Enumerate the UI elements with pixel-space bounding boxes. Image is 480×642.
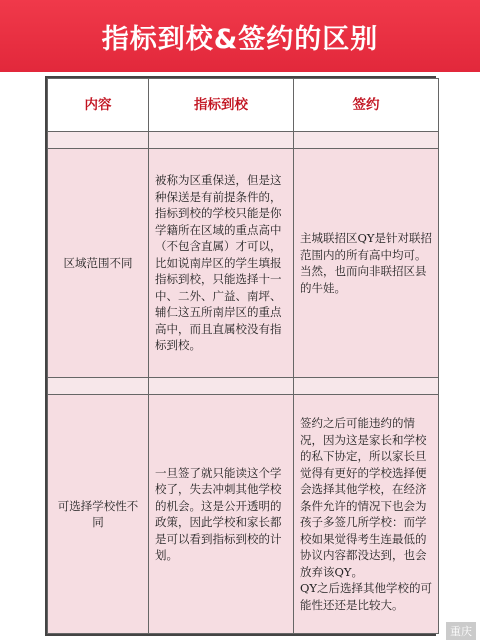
- header-indicator: 指标到校: [149, 79, 294, 132]
- comparison-table: [45, 76, 436, 636]
- table-row: [48, 395, 439, 634]
- sign-cell: 签约之后可能违约的情况，因为这是家长和学校的私下协定，所以家长旦觉得有更好的学校选择便会选择其他学校，在经济条件允许的情况下也会为孩子多签几所学校：而学校如果觉得考生连最低的协议内容都没达到，也会放弃该QY。 QY之后选择其他学校的可能性还还是比较大。: [294, 395, 439, 634]
- spacer-row: [48, 378, 439, 395]
- watermark: 重庆: [446, 622, 476, 640]
- header-sign: 签约: [294, 79, 439, 132]
- table-header-row: [48, 79, 439, 132]
- sign-cell: 主城联招区QY是针对联招范围内的所有高中均可。当然，也而向非联招区县的牛娃。: [294, 149, 439, 378]
- row-label-region: 区域范围不同: [48, 149, 149, 378]
- title-banner: [0, 0, 480, 72]
- indicator-cell: 一旦签了就只能读这个学校了，失去冲刺其他学校的机会。这是公开透明的政策，因此学校和家长都是可以看到指标到校的计划。: [149, 395, 294, 634]
- row-label-choice: 可选择学校性不同: [48, 395, 149, 634]
- page-title: 指标到校&签约的区别: [101, 23, 379, 55]
- spacer-row: [48, 132, 439, 149]
- indicator-cell: 被称为区重保送，但是这种保送是有前提条件的，指标到校的学校只能是你学籍所在区域的重点高中（不包含直属）才可以，比如说南岸区的学生填报指标到校，只能选择十一中、二外、广益、南坪、辅仁这五所南岸区的重点高中，而且直属校没有指标到校。: [149, 149, 294, 378]
- header-content: 内容: [48, 79, 149, 132]
- table-row: [48, 149, 439, 378]
